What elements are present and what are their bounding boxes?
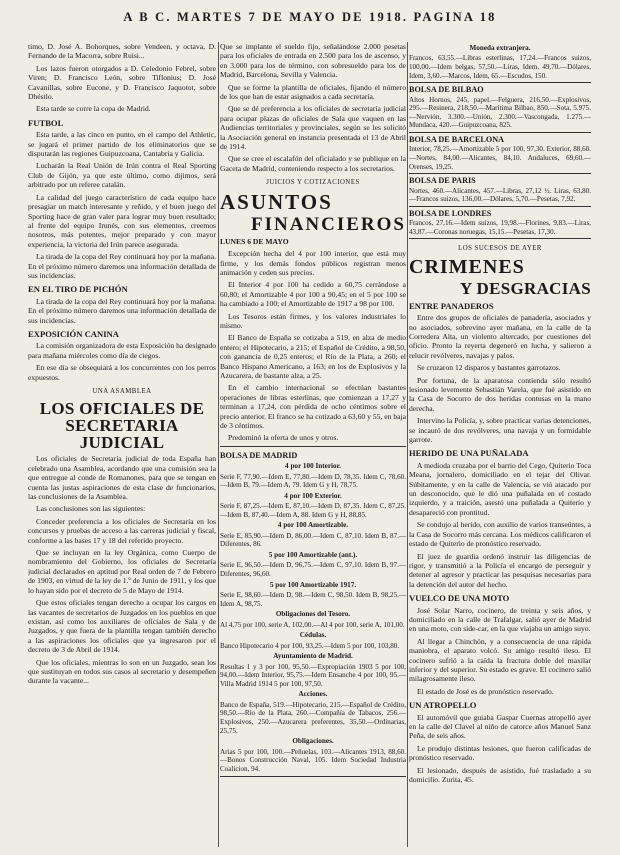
table-subheading: Ayuntamiento de Madrid. (273, 652, 353, 661)
paragraph: Lucharán la Real Unión de Irún contra el Real Sporting Club de Gijón, ya que este último, como dijimos, será arbitrado por un referee catalán. (28, 161, 216, 190)
paragraph: Que se cree el escalafón del oficialado y se publique en la Gaceta de Madrid, conteniendo respecto a los secretarios. (220, 154, 406, 173)
paragraph: Que se incluyan en la ley Orgánica, como Cuerpo de nombramiento del Gobierno, los oficiales de Secretaría judicial declarados en aptitud por Real orden de 7 de Febrero de 1903, en virtud de la ley de 1.º de Junio de 1911, y los que lo hayan sido por el decreto de 5 de Mayo de 1914. (28, 548, 216, 595)
paragraph: Intervino la Policía, y, sobre practicar varias detenciones, se incautó de dos revólveres, una navaja y un formidable garrote. (409, 416, 591, 445)
paragraph: En el cambio internacional se efectúan bastantes operaciones de libras esterlinas, que comienzan a 17,27 y terminan a 17,24, con pérdida de ocho céntimos sobre el precio anterior. El franco se ha cotizado a 63,60 y 55, en baja de 3 céntimos. (220, 383, 406, 430)
table-row: Serie F, 77,90.—Idem E, 77,80.—Idem D, 78,35. Idem C, 78,60.—Idem B, 79.—Idem A, 79. Idem G y H, 78,75. (220, 472, 406, 490)
table-heading: BOLSA DE MADRID (220, 450, 298, 460)
paragraph: Entre dos grupos de oficiales de panadería, asociados y no asociados, sobrevino ayer mañana, en la calle de la Corredera Alta, un violento altercado, por cuestiones del oficio. Pronto la reyerta degeneró en lucha, y salieron a relucir revólveres, navajas y palos. (409, 313, 591, 360)
paragraph: Al llegar a Chinchón, y a consecuencia de una rápida maniobra, el aparato volcó. Su amigo resultó ileso. El cocinero sufrió a la caída la fractura doble del maxilar inferior y del superior. Su estado es grave. El cocinero salió milagrosamente ileso. (409, 636, 591, 684)
table-row: Al 4,75 por 100, serie A, 102,00.—Al 4 por 100, serie A, 101,00. (220, 620, 405, 629)
table-subheading: Moneda extranjera. (469, 44, 531, 52)
section-heading-pichon: EN EL TIRO DE PICHÓN (28, 284, 128, 295)
paragraph: Que los oficiales, mientras lo son en un Juzgado, sean los que sustituyan en todos sus casos al secretario y desempeñen durante la vacante... (28, 657, 216, 686)
paragraph: Le produjo distintas lesiones, que fueron calificadas de pronóstico reservado. (409, 743, 591, 763)
headline-crimenes: CRIMENES (409, 255, 525, 278)
paragraph: Que se forme la plantilla de oficiales, fijando el número de los que han de estar asignados a cada secretaría. (220, 82, 406, 102)
paragraph: Predominó la oferta de unos y otros. (228, 433, 339, 443)
paragraph: Excepción hecha del 4 por 100 interior, que está muy firme, y los demás fondos públicos registran menos animación y ceden sus precios. (220, 249, 406, 277)
table-row: Arias 5 por 100, 100.—Peñuelas, 103.—Alicantes 1913, 88,60.—Bonos Construcción Naval, 105. Idem Sociedad Industria Coalicion, 94. (220, 747, 406, 773)
paragraph: La tirada de la copa del Rey continuará hoy por la mañana. En el próximo número daremos una información detallada de sus incidencias. (28, 252, 216, 280)
bolsa-barcelona-heading: BOLSA DE BARCELONA (409, 132, 591, 144)
section-label-sucesos: LOS SUCESOS DE AYER (458, 245, 542, 253)
paragraph: Conceder preferencia a los oficiales de Secretaría en los concursos y pruebas de acceso a las carreras judicial y fiscal, conforme a las bases 17 y 18 del referido proyecto. (28, 516, 216, 545)
paragraph: Esta tarde, a las cinco en punto, en el campo del Athletic, se jugará el primer partido de los eliminatorios que se disputarán las regiones Guipuzcoana, Cantabria y Galicia. (28, 130, 216, 159)
column-right (409, 42, 591, 849)
paragraph: Esta tarde se corre la copa de Madrid. (36, 104, 151, 114)
paragraph: El Banco de España se cotizaba a 519, en alza de medio entero; el Hipotecario, a 215; el Español de Crédito, a 98,50, con ganancia de 0,25 enteros; el Río de la Plata, a 260; el Banco Hispano Americano, a 163; en los de Explosivos y la Azucarera, de bastante alza, a 25. (220, 333, 406, 380)
headline-financieros: FINANCIEROS (250, 213, 406, 235)
table-row: Serie E, 98,60.—Idem D, 98.—Idem C, 98,50. Idem B, 98,25.—Idem A, 98,75. (220, 591, 406, 608)
kicker-date: LUNES 6 DE MAYO (220, 236, 289, 246)
table-row: Banco de España, 519.—Hipotecario, 215.—Español de Crédito, 98,50.—Río de la Plata, 260.—Compañía de Tabacos, 256.—Explosivos, 250.—Azucarera preferentes, 35,50.—Ordinarias, 25,75. (220, 700, 406, 735)
paragraph: Se cruzaron 12 disparos y bastantes garrotazos. (417, 363, 561, 373)
table-subheading: 5 por 100 Amortizable (ant.). (268, 551, 358, 559)
section-heading-futbol: FUTBOL (28, 117, 64, 128)
table-subheading: 5 por 100 Amortizable 1917. (269, 580, 357, 589)
paragraph: Los lazos fueron otorgados a D. Celedonio Febrel, sobre Viren; D. Francisco León, sobre Tiflonius; D. José Cavanillas, sobre Eucone, y D. Francisco Jaquotot, sobre Dhéstlo. (28, 63, 216, 102)
section-label-asamblea: UNA ASAMBLEA (92, 388, 152, 395)
paragraph: Las conclusiones son las siguientes: (36, 504, 146, 514)
section-heading-panaderos: ENTRE PANADEROS (409, 300, 494, 311)
paragraph: El juez de guardia ordenó instruir las diligencias de rigor, y transmitió a la Policía el encargo de perseguir y detener al agresor y practicar las pesquisas necesarias para la detención del autor del hecho. (409, 551, 591, 589)
paragraph: José Solar Narro, cocinero, de treinta y seis años, y domiciliado en la calle de Trafalgar, salió ayer de Madrid en una moto, con side-car, en la que viajaba un amigo suyo. (409, 605, 591, 634)
table-row: Altos Hornos, 245, papel.—Felguera, 216,50.—Explosivos, 295.—Resinera, 218,50.—Marítima Bilbao, 850.—Sota, 5.975.—Nervión, 3.300.—Unión, 2.300.—Vascongada, 1.275.—Mundaca, 420.—Guipuzcoana, 825. (409, 95, 591, 130)
paragraph: La calidad del juego característico de cada equipo hace presagiar un match interesante y reñido, y el buen juego del Sporting hace de gran valer para lograr muy buen resultado; al frente del equipo Irunés, con sus elementos, creemos nosotros, más potentes, mejor preparado y con mayor experiencia, la victoria del Irún parece asegurada. (28, 192, 216, 249)
paragraph: Que se implante el sueldo fijo, señalándose 2.000 pesetas para los oficiales de entrada en 2.500 para los de ascenso, y en 3.000 para los de término, con sobresueldo para los de Madrid, Barcelona, Sevilla y Valencia. (220, 42, 406, 80)
paragraph: El estado de José es de pronóstico reservado. (417, 686, 554, 696)
bolsa-paris-heading: BOLSA DE PARIS (409, 173, 591, 185)
paragraph: El Interior 4 por 100 ha cedido a 60,75 cerrándose a 60,80; el Amortizable 4 por 100 a 90,45; en el 5 por 100 se ha cambiado a 100; el Amortizable de 1917 a 98 por 100. (220, 280, 406, 309)
column-rule (218, 42, 219, 847)
bolsa-bilbao-heading: BOLSA DE BILBAO (409, 82, 591, 94)
paragraph: El automóvil que guiaba Gaspar Cuernas atropelló ayer en la calle del Clavel al niño de catorce años Manuel Sanz Peña, de seis años. (409, 712, 591, 741)
paragraph: timo, D. José A. Bohorques, sobre Vendeen, y octava, D. Fernando de la Macorra, sobre Ruisi... (28, 42, 216, 61)
column-middle (220, 42, 406, 849)
paragraph: Los Tesoros están firmes, y los valores industriales lo mismo. (220, 311, 406, 330)
column-rule (407, 42, 408, 847)
paragraph: A medioda cruzaba por el barrio del Cego, Quiterio Toca Meana, jornalero, domiciliado en el tejar del Olivar. Súbitamente, y en la calle de Valencia, se vió atacado por un desconocido, que le dió una puñalada en el costado izquierdo, y a traición, asestó una puñalada a Quiterio y desapareció con prontitud. (409, 460, 591, 517)
table-row: Serie F, 87,25.—Idem E, 87,10.—Idem D, 87,35. Idem C, 87,25.—Idem B, 87,40.—Idem A, 88. Idem G y H, 88,85. (220, 502, 406, 519)
headline-oficiales: LOS OFICIALES DE SECRETARIA JUDICIAL (39, 399, 205, 453)
table-subheading: 4 por 100 Exterior. (284, 491, 342, 500)
paragraph: La tirada de la copa del Rey continuará hoy por la mañana. En el próximo número daremos una información detallada de sus incidencias. (28, 296, 216, 325)
paragraph: El lesionado, después de asistido, fué trasladado a su domicilio. Zurita, 45. (409, 765, 591, 785)
section-heading-canina: EXPOSICIÓN CANINA (28, 328, 119, 339)
column-left (28, 42, 216, 849)
bolsa-londres-heading: BOLSA DE LONDRES (409, 206, 591, 218)
table-row: Serie E, 85,90.—Idem D, 86,00.—Idem C, 87,10. Idem B, 87.—Diferentes, 86. (220, 531, 406, 549)
table-row: Interior, 78,25.—Amortizable 5 por 100, 97,30. Exterior, 88,60.—Nortes, 84,00.—Alicantes, 84,10. Andaluces, 69,60.—Orenses, 19,25. (409, 145, 591, 171)
section-heading-punalada: HERIDO DE UNA PUÑALADA (409, 448, 529, 459)
paragraph: La comisión organizadora de esta Exposición ha designado para mañana miércoles como día de ciegos. (28, 341, 216, 360)
running-head: A B C. MARTES 7 DE MAYO DE 1918. PAGINA 18 (123, 10, 497, 24)
section-heading-atropello: UN ATROPELLO (409, 700, 477, 711)
section-label-cotizaciones: JUICIOS Y COTIZACIONES (266, 179, 360, 187)
paragraph: Por fortuna, de la aparatosa contienda sólo resultó lesionado levemente Sebastián Varela, que fué asistido en la Casa de Socorro de dos heridas contusas en la mano derecha. (409, 375, 591, 413)
paragraph: Que se dé preferencia a los oficiales de secretaría judicial para ocupar plazas de oficiales de Sala que vaquen en las Audiencias territoriales y provinciales, según se les solicitó la Asociación general en instancia presentada el 13 de Abril de 1914. (220, 104, 406, 152)
section-heading-moto: VUELCO DE UNA MOTO (409, 593, 510, 604)
table-row: Banco Hipotecario 4 por 100, 93,25.—Idem 5 por 100, 103,80. (220, 641, 400, 650)
headline-asuntos: ASUNTOS (220, 189, 333, 214)
table-subheading: Acciones. (298, 690, 328, 699)
table-row: Nortes, 460.—Alicantes, 457.—Libras, 27,12 ½. Liras, 63,80.—Francos suizos, 136,00.—Dólares, 5,70.—Pesetas, 7,92. (409, 186, 591, 204)
table-row: Resultas 1 y 3 por 100, 95,50.—Expropiación 1903 5 por 100, 94,00.—Idem Interior, 95,75.—Idem Ensanche 4 por 100, 95.—Villa Madrid 1914 5 por 100, 97,50. (220, 662, 406, 688)
table-subheading: Obligaciones. (292, 737, 334, 746)
table-subheading: 4 por 100 Amortizable. (277, 521, 349, 530)
table-row: Francos, 63,55.—Libras esterlinas, 17,24.—Francos suizos, 100,00.—Idem belgas, 57,50.—Liras, Idem, 49,70.—Dólares, Idem, 3,60.—Marcos, Idem, 65.—Escudos, 150. (409, 54, 591, 80)
paragraph: En ese día se obsequiará a los concurrentes con los perros expuestos. (28, 363, 216, 382)
bolsa-madrid-table (220, 446, 406, 778)
table-row: Francos, 27,16.—Idem suizos, 19,98.—Florines, 9,83.—Liras, 43,87.—Coronas noruegas, 15,15.—Pesetas, 17,30. (409, 219, 591, 239)
table-row: Serie E, 96,50.—Idem D, 96,75.—Idem C, 97,10. Idem B, 97.—Diferentes, 96,60. (220, 561, 406, 578)
paragraph: Los oficiales de Secretaría judicial de toda España han celebrado una Asamblea, acordando que una comisión sea la que entregue al conde de Romanones, para que se tengan en cuenta las justas aspiraciones de esta clase de funcionarios, las conclusiones de la Asamblea. (28, 454, 216, 502)
table-subheading: Obligaciones del Tesoro. (275, 610, 351, 619)
table-subheading: 4 por 100 Interior. (285, 462, 341, 471)
table-subheading: Cédulas. (299, 631, 327, 640)
headline-desgracias: Y DESGRACIAS (460, 278, 591, 298)
paragraph: Se condujo al herido, con auxilio de varios transeúntes, a la Casa de Socorro más cercana. Los médicos calificaron el estado de Quiterio de pronóstico reservado. (409, 520, 591, 549)
paragraph: Que estos oficiales tengan derecho a ocupar los cargos en las vacantes de secretarios de Juzgados en los pueblos en que existan, así como los auxiliares de oficiales de Sala y de Juzgados, y que fuera de la plantilla tengan también derecho a las aspiraciones los oficiales que ya ingresaron por el decreto de 3 de Abril de 1914. (28, 598, 216, 655)
